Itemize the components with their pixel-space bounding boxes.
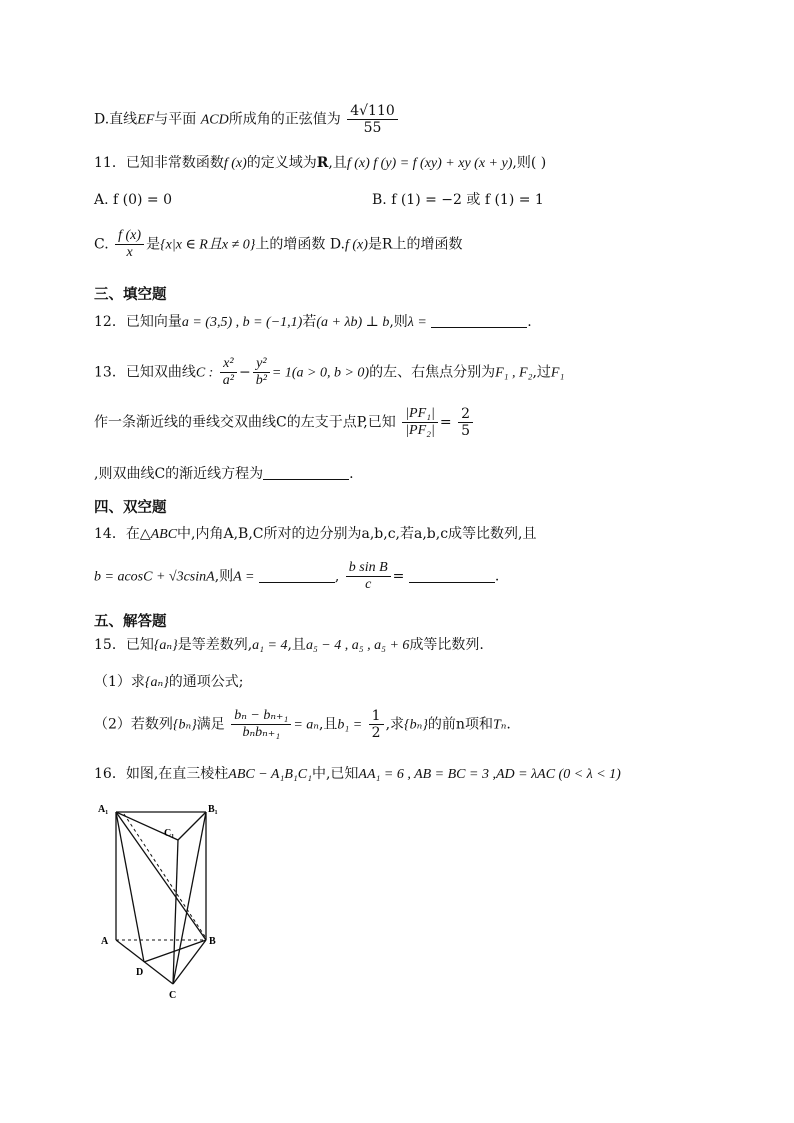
section-3-heading: 三、填空题 <box>94 287 167 303</box>
option-d-mid: 与平面 <box>154 111 197 128</box>
question-11-stem: 11．已知非常数函数f (x)的定义域为R,且f (x) f (y) = f (xy) + xy (x + y),则( ) <box>94 155 547 171</box>
vectors: a = (3,5) , b = (−1,1) <box>181 315 303 330</box>
answer-blank-14b[interactable] <box>409 582 495 583</box>
option-d-prefix: D.直线 <box>94 111 138 128</box>
question-14-line-2: b = acosC + √3csinA,则A = , $\frac{\text{b sin B}}{c}$ = . <box>94 560 500 593</box>
question-15-part-2: （2）若数列{bₙ}满足 $\frac{\text{bₙ − bₙ₊₁}}{\text{bₙbₙ₊₁}}$ = aₙ,且b₁ = $\frac{1}{2}$ ,求{bₙ}的前n项和Tₙ. <box>94 708 511 742</box>
prism-figure <box>96 800 226 1000</box>
question-11-option-a: A. f (0) = 0 <box>94 192 173 208</box>
section-5-heading: 五、解答题 <box>94 614 167 630</box>
question-13-line-1: 13．已知双曲线C : $\frac{\text{x²}}{\text{a²}}$ − $\frac{\text{y²}}{\text{b²}}$ = 1(a > 0, b > 0)的左、右焦点分别为F₁ , F₂,过F₁ <box>94 356 565 389</box>
label-c1: C₁ <box>164 828 175 839</box>
section-4-heading: 四、双空题 <box>94 500 167 516</box>
prism-edges <box>116 812 206 984</box>
answer-blank-13[interactable] <box>263 479 349 480</box>
answer-blank-12[interactable] <box>431 327 527 328</box>
plane-acd: ACD <box>200 112 229 128</box>
question-13-line-2: 作一条渐近线的垂线交双曲线C的左支于点P,已知 $\frac{\text{|PF₁|}}{\text{|PF₂|}}$ = $\frac{2}{5}$ <box>94 406 475 439</box>
question-13-line-3: ,则双曲线C的渐近线方程为 . <box>94 466 354 482</box>
label-a: A <box>101 936 109 947</box>
vector-relation: AD = λAC (0 < λ < 1) <box>495 767 621 782</box>
question-12: 12．已知向量a = (3,5) , b = (−1,1)若(a + λb) ⊥ b,则λ = . <box>94 314 532 330</box>
perpendicular-condition: (a + λb) ⊥ b <box>316 315 390 330</box>
answer-blank-14a[interactable] <box>259 582 335 583</box>
option-c-set: {x|x ∈ R且x ≠ 0} <box>160 237 256 253</box>
question-11-options-cd: C. $\frac{f (x)}{x}$ 是{x|x ∈ R且x ≠ 0}上的增函数 D.f (x)是R上的增函数 <box>94 228 463 261</box>
question-11-option-b: B. f (1) = −2 或 f (1) = 1 <box>372 192 544 208</box>
segment-b1c <box>173 812 206 984</box>
line-ef: EF <box>137 112 155 128</box>
label-a1: A₁ <box>98 804 109 815</box>
question-15-part-1: （1）求{aₙ}的通项公式; <box>94 674 244 690</box>
sine-value-fraction: $\frac{4√110}{55}$ <box>347 103 398 136</box>
option-c-fraction: $\frac{f (x)}{x}$ <box>115 228 144 261</box>
label-d: D <box>136 967 144 978</box>
question-14-line-1: 14．在△ABC中,内角A,B,C所对的边分别为a,b,c,若a,b,c成等比数列,且 <box>94 526 537 542</box>
edge-bc <box>173 940 206 984</box>
functional-equation: f (x) f (y) = f (xy) + xy (x + y) <box>346 156 513 171</box>
question-16-stem: 16．如图,在直三棱柱ABC − A₁B₁C₁中,已知AA₁ = 6 , AB = BC = 3 ,AD = λAC (0 < λ < 1) <box>94 766 621 782</box>
label-b: B <box>209 936 216 947</box>
question-10-option-d <box>94 103 400 136</box>
label-b1: B₁ <box>208 804 218 815</box>
label-c: C <box>169 990 177 1000</box>
question-15-stem: 15．已知{aₙ}是等差数列,a₁ = 4,且a₅ − 4 , a₅ , a₅ + 6成等比数列. <box>94 637 484 653</box>
option-d-suffix: 所成角的正弦值为 <box>228 111 341 128</box>
